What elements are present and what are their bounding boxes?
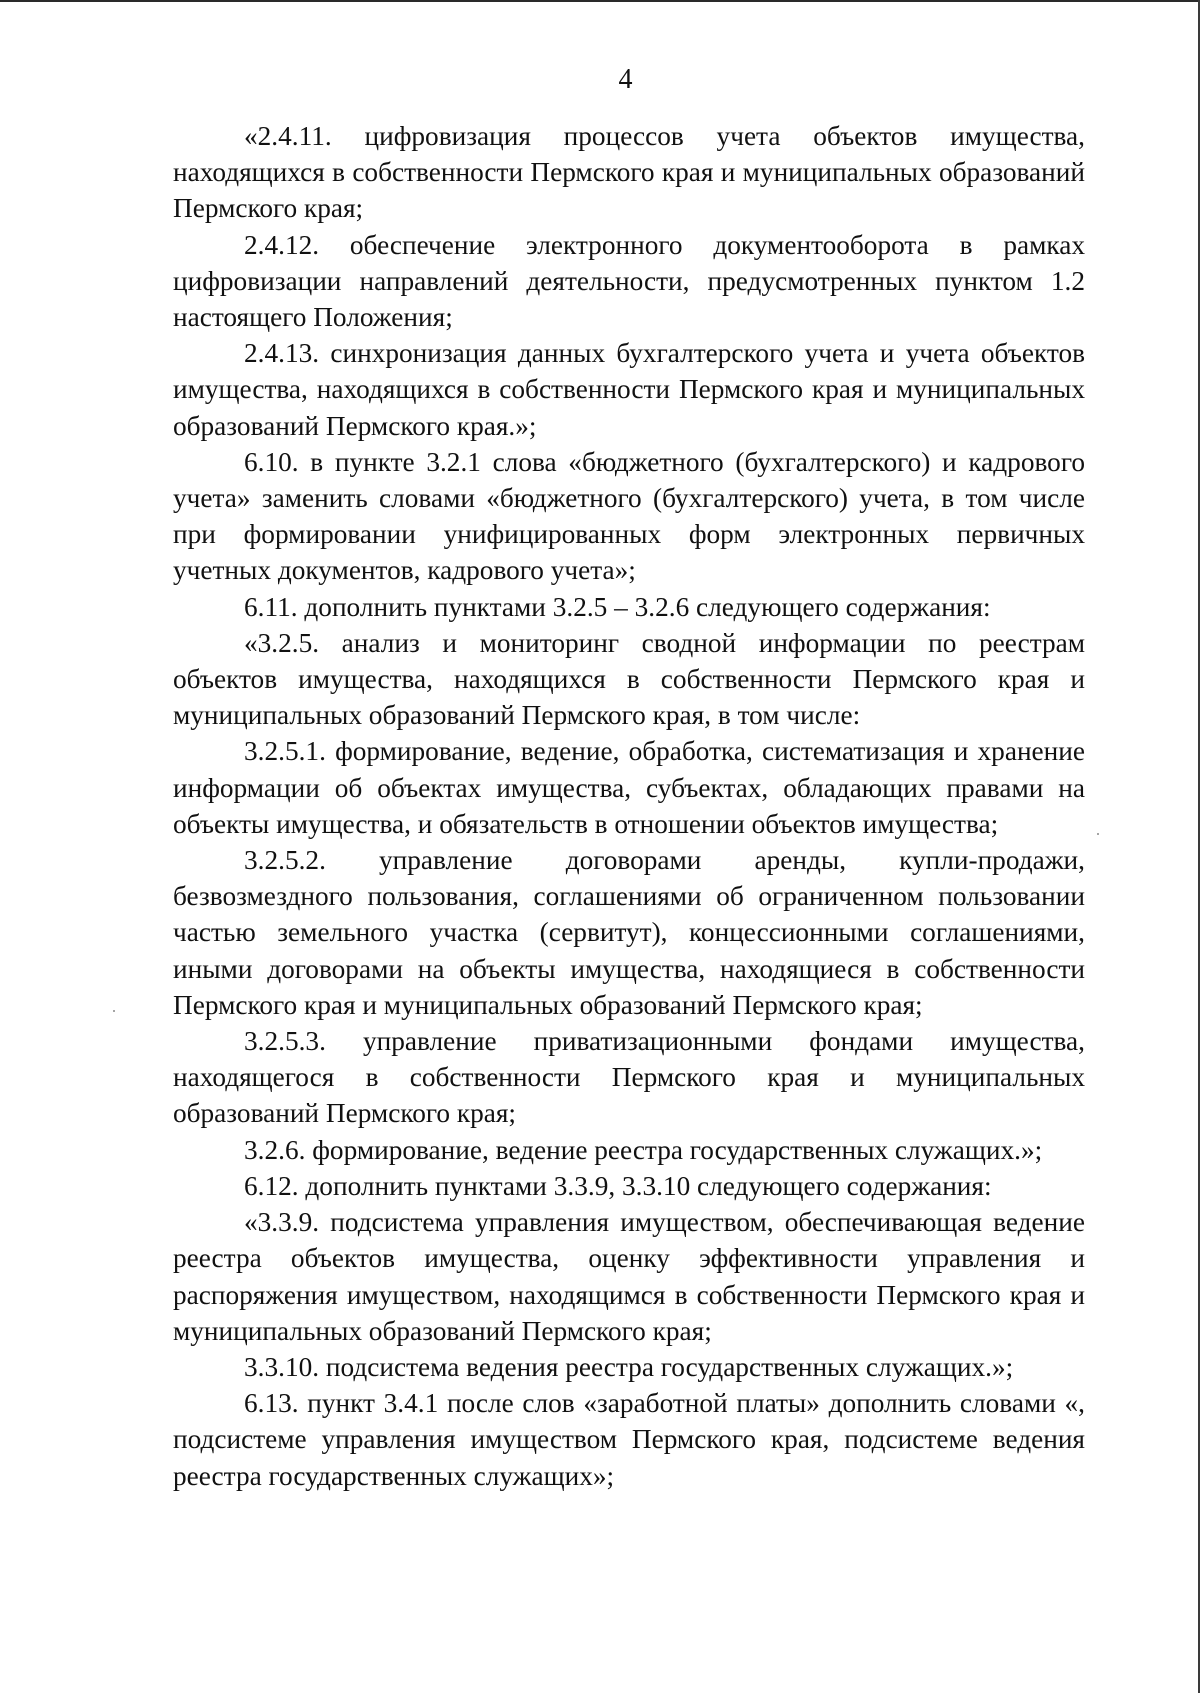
document-body [173, 118, 1085, 1494]
paragraph: 6.13. пункт 3.4.1 после слов «заработной платы» дополнить словами «, подсистеме управления имуществом Пермского края, подсистеме ведения реестра государственных служащих»; [173, 1388, 1085, 1491]
paragraph: «2.4.11. цифровизация процессов учета объектов имущества, находящихся в собственности Пермского края и муниципальных образований Пермского края; [173, 121, 1085, 224]
scan-border-top [0, 0, 1200, 2]
paragraph: 6.11. дополнить пунктами 3.2.5 – 3.2.6 следующего содержания: [244, 591, 991, 622]
paragraph: 2.4.13. синхронизация данных бухгалтерского учета и учета объектов имущества, находящихся в собственности Пермского края и муниципальных образований Пермского края.»; [173, 338, 1085, 441]
paragraph: 3.3.10. подсистема ведения реестра государственных служащих.»; [244, 1351, 1014, 1382]
paragraph: «3.3.9. подсистема управления имуществом, обеспечивающая ведение реестра объектов имущества, оценку эффективности управления и распоряжения имуществом, находящимся в собственности Пермского края и муниципальных образований Пермского края; [173, 1207, 1085, 1346]
paragraph: 6.10. в пункте 3.2.1 слова «бюджетного (бухгалтерского) и кадрового учета» заменить словами «бюджетного (бухгалтерского) учета, в том числе при формировании унифицированных форм электронных первичных учетных документов, кадрового учета»; [173, 446, 1085, 586]
paragraph: «3.2.5. анализ и мониторинг сводной информации по реестрам объектов имущества, находящихся в собственности Пермского края и муниципальных образований Пермского края, в том числе: [173, 627, 1085, 731]
page-number: 4 [618, 64, 633, 95]
paragraph: 3.2.5.3. управление приватизационными фондами имущества, находящегося в собственности Пермского края и муниципальных образований Пермского края; [173, 1026, 1085, 1129]
scan-speck [1097, 833, 1099, 835]
paragraph: 6.12. дополнить пунктами 3.3.9, 3.3.10 следующего содержания: [244, 1170, 992, 1201]
paragraph: 2.4.12. обеспечение электронного документооборота в рамках цифровизации направлений деятельности, предусмотренных пунктом 1.2 настоящего Положения; [173, 229, 1085, 333]
paragraph: 3.2.5.1. формирование, ведение, обработка, систематизация и хранение информации об объектах имущества, субъектах, обладающих правами на объекты имущества, и обязательств в отношении объектов имущества; [173, 736, 1085, 839]
paragraph: 3.2.6. формирование, ведение реестра государственных служащих.»; [244, 1134, 1043, 1165]
paragraph: 3.2.5.2. управление договорами аренды, купли-продажи, безвозмездного пользования, соглашениями об ограниченном пользовании частью земельного участка (сервитут), концессионными соглашениями, иными договорами на объекты имущества, находящиеся в собственности Пермского края и муниципальных образований Пермского края; [173, 845, 1085, 1020]
scan-speck [113, 1010, 115, 1012]
